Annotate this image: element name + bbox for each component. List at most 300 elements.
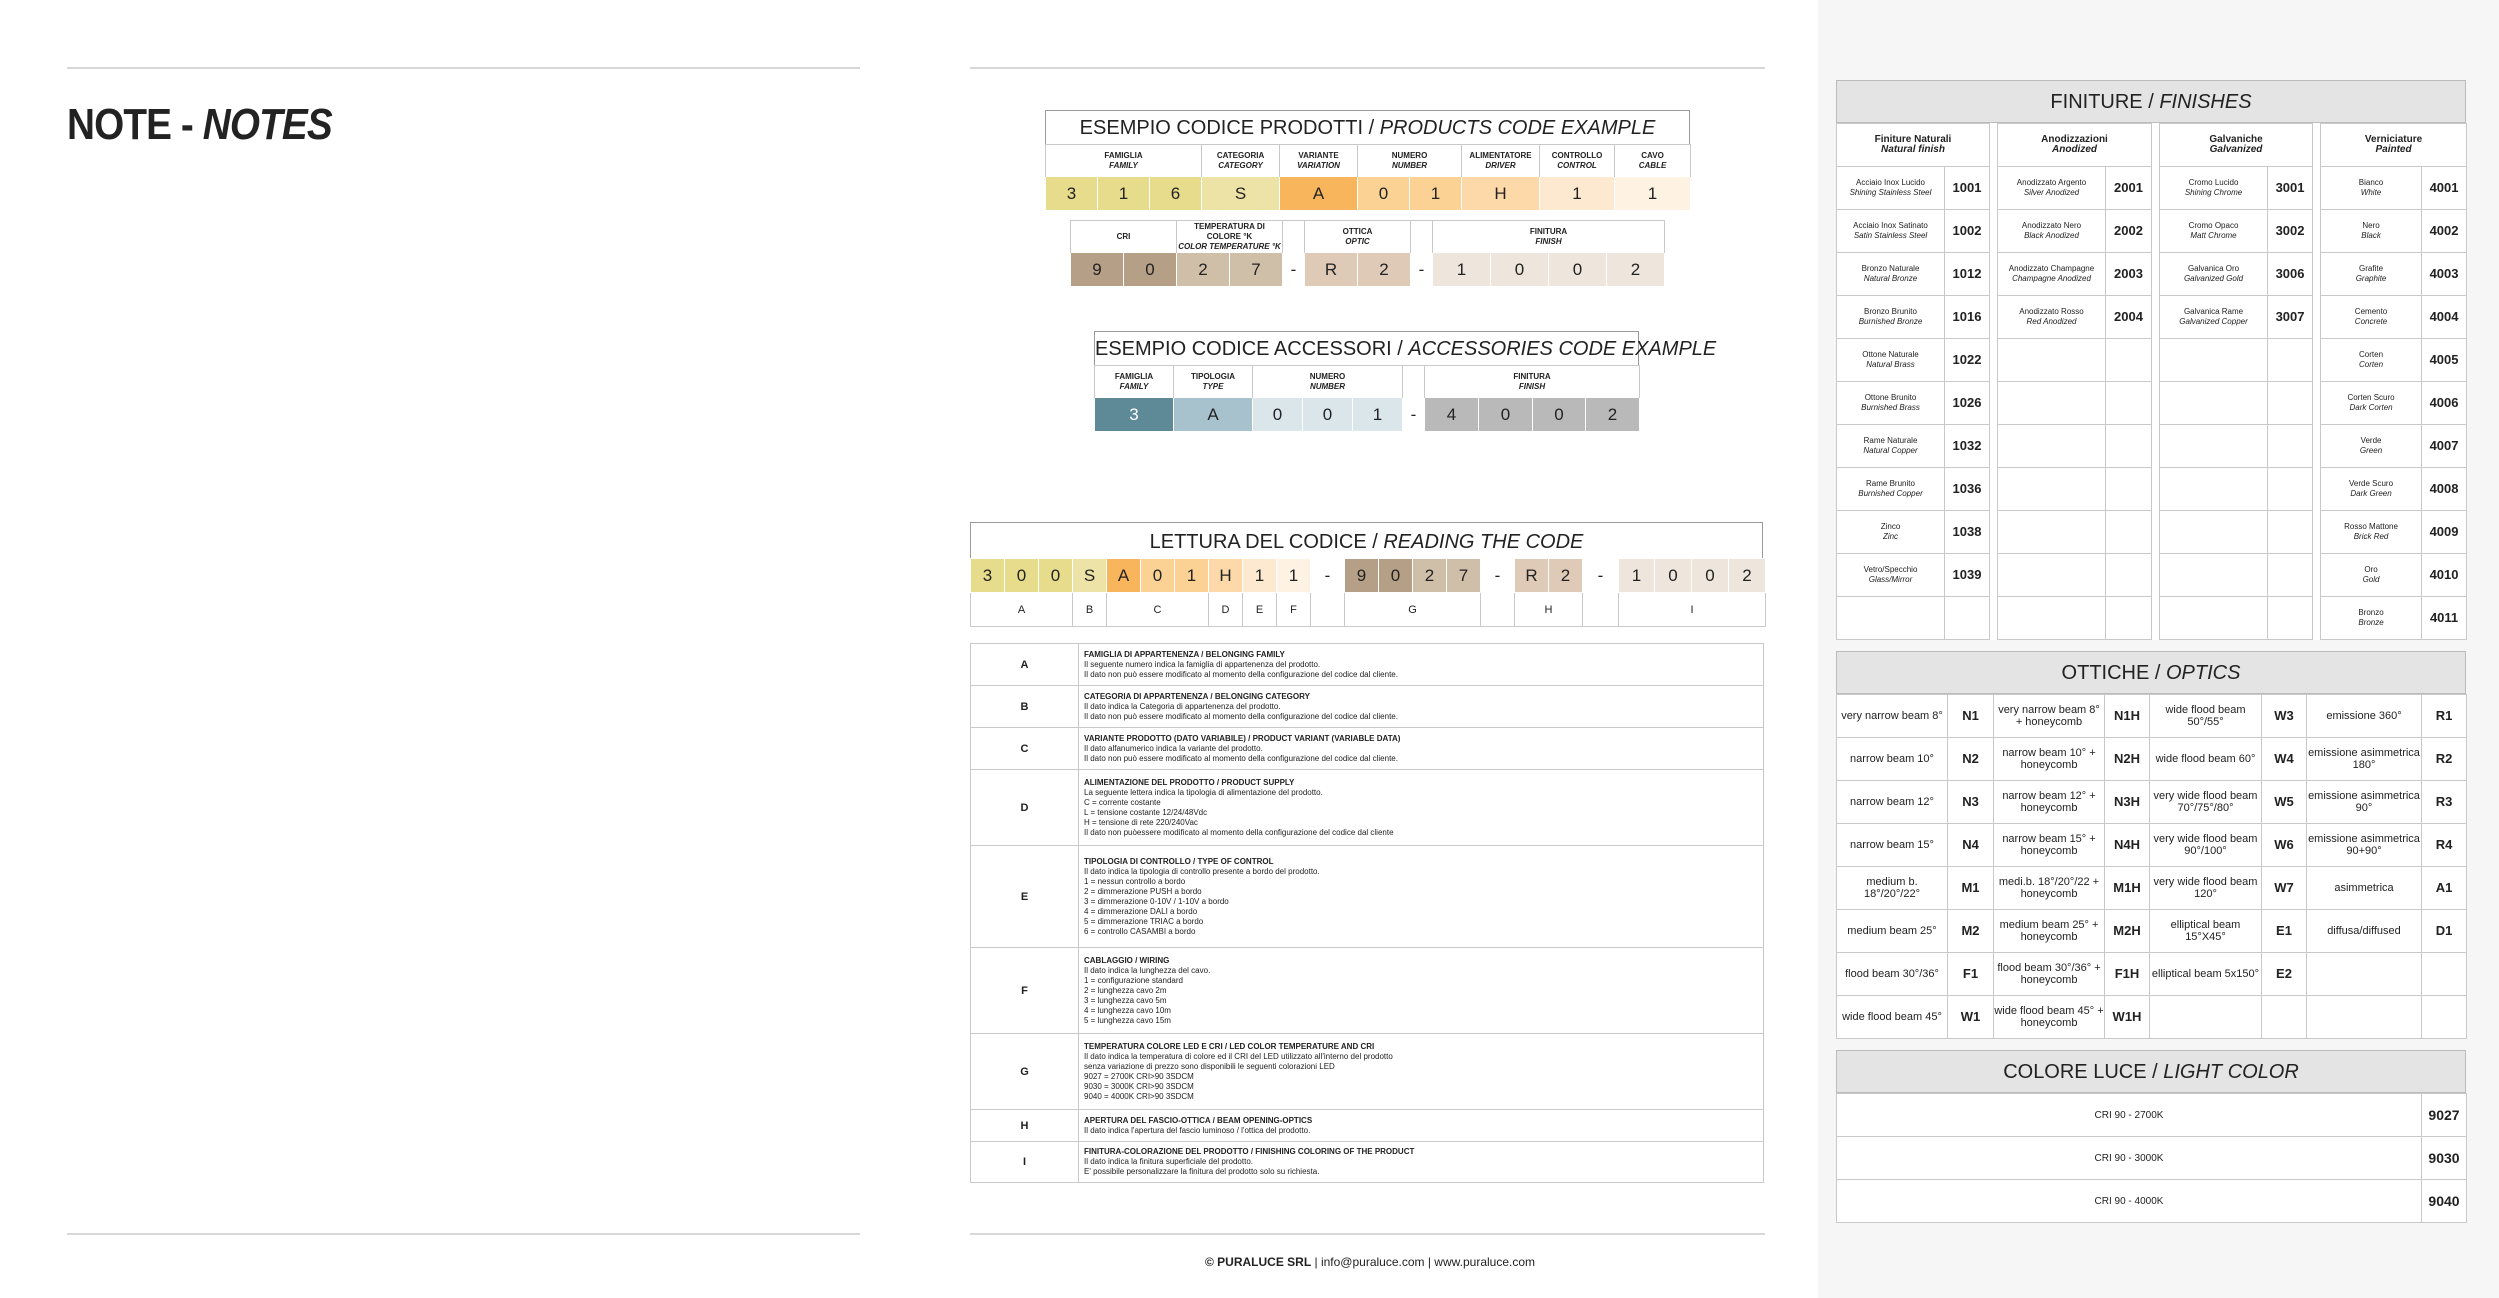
legend-key: H — [971, 1110, 1079, 1142]
finish-code: 4004 — [2422, 296, 2467, 339]
finish-name — [2160, 554, 2268, 597]
finish-name: Corten Corten — [2321, 339, 2422, 382]
digit: 0 — [1479, 398, 1533, 432]
optics-panel — [1836, 651, 2466, 1039]
finish-code — [2268, 339, 2313, 382]
reading-letter: E — [1243, 593, 1277, 627]
finish-code — [2106, 511, 2152, 554]
products-example-title: ESEMPIO CODICE PRODOTTI / PRODUCTS CODE EXAMPLE — [1045, 110, 1690, 144]
finish-code: 3002 — [2268, 210, 2313, 253]
digit: H — [1462, 177, 1540, 211]
reading-digit: 9 — [1345, 559, 1379, 593]
reading-digit: 1 — [1619, 559, 1655, 593]
finish-name — [2160, 468, 2268, 511]
label-number: NUMERO NUMBER — [1253, 366, 1403, 398]
finish-name — [1837, 597, 1945, 640]
optic-code: N1 — [1948, 695, 1994, 738]
separator: - — [1411, 253, 1433, 287]
finish-code: 1001 — [1945, 167, 1990, 210]
digit: 4 — [1425, 398, 1479, 432]
finish-code — [2106, 554, 2152, 597]
finish-name — [1998, 597, 2106, 640]
legend-line: Il dato non può essere modificato al momento della configurazione del codice dal cliente. — [1084, 753, 1398, 763]
finish-code: 2002 — [2106, 210, 2152, 253]
legend-line: Il dato indica la Categoria di appartenenza del prodotto. — [1084, 701, 1281, 711]
finish-name: Bianco White — [2321, 167, 2422, 210]
finish-name: Ottone Brunito Burnished Brass — [1837, 382, 1945, 425]
digit: 3 — [1046, 177, 1098, 211]
finish-name: Cromo Opaco Matt Chrome — [2160, 210, 2268, 253]
reading-digit: 3 — [971, 559, 1005, 593]
finish-name: Oro Gold — [2321, 554, 2422, 597]
finish-code — [2268, 425, 2313, 468]
optic-name: wide flood beam 60° — [2150, 738, 2262, 781]
legend-title: TIPOLOGIA DI CONTROLLO / TYPE OF CONTROL — [1084, 856, 1274, 866]
finish-name — [2160, 382, 2268, 425]
legend-line: Il dato non può essere modificato al momento della configurazione del codice dal cliente. — [1084, 711, 1398, 721]
legend-key: C — [971, 728, 1079, 770]
legend-line: Il seguente numero indica la famiglia di appartenenza del prodotto. — [1084, 659, 1321, 669]
light-color-code: 9027 — [2422, 1094, 2467, 1137]
legend-line: 9040 = 4000K CRI>90 3SDCM — [1084, 1091, 1194, 1101]
optic-code: M2 — [1948, 910, 1994, 953]
legend-line: senza variazione di prezzo sono disponibili le seguenti colorazioni LED — [1084, 1061, 1335, 1071]
finish-name — [1998, 382, 2106, 425]
legend-description — [1079, 686, 1764, 728]
digit: 2 — [1177, 253, 1230, 287]
legend-key: D — [971, 770, 1079, 846]
optic-code — [2422, 996, 2467, 1039]
legend-line: 1 = nessun controllo a bordo — [1084, 876, 1186, 886]
finish-name: Grafite Graphite — [2321, 253, 2422, 296]
label-cri: CRI — [1071, 221, 1177, 253]
legend-title: APERTURA DEL FASCIO-OTTICA / BEAM OPENING-OPTICS — [1084, 1115, 1313, 1125]
finish-code — [2268, 511, 2313, 554]
legend-title: ALIMENTAZIONE DEL PRODOTTO / PRODUCT SUPPLY — [1084, 777, 1295, 787]
optic-code: N1H — [2105, 695, 2150, 738]
optics-table — [1836, 694, 2467, 1039]
finish-name: Anodizzato Champagne Champagne Anodized — [1998, 253, 2106, 296]
label-finish: FINITURA FINISH — [1425, 366, 1640, 398]
finish-code: 1012 — [1945, 253, 1990, 296]
legend-line: 2 = dimmerazione PUSH a bordo — [1084, 886, 1202, 896]
reading-letter: F — [1277, 593, 1311, 627]
digit: 1 — [1410, 177, 1462, 211]
finish-code: 4008 — [2422, 468, 2467, 511]
optic-name: flood beam 30°/36° — [1837, 953, 1948, 996]
legend-line: 3 = dimmerazione 0-10V / 1-10V a bordo — [1084, 896, 1229, 906]
reading-digit: 2 — [1413, 559, 1447, 593]
finish-code: 4007 — [2422, 425, 2467, 468]
finish-name: Galvanica Oro Galvanized Gold — [2160, 253, 2268, 296]
finish-code: 4006 — [2422, 382, 2467, 425]
finish-name — [2160, 597, 2268, 640]
optic-name: very wide flood beam 90°/100° — [2150, 824, 2262, 867]
finish-code — [2106, 425, 2152, 468]
legend-line: Il dato indica l'apertura del fascio luminoso / l'ottica del prodotto. — [1084, 1125, 1311, 1135]
digit: 3 — [1095, 398, 1174, 432]
legend-line: 4 = lunghezza cavo 10m — [1084, 1005, 1171, 1015]
legend-key: E — [971, 846, 1079, 948]
optic-code: A1 — [2422, 867, 2467, 910]
legend-line: Il dato non puòessere modificato al momento della configurazione del codice dal cliente — [1084, 827, 1394, 837]
label-optic: OTTICA OPTIC — [1305, 221, 1411, 253]
finish-name: Galvanica Rame Galvanized Copper — [2160, 296, 2268, 339]
finish-name: Bronzo Brunito Burnished Bronze — [1837, 296, 1945, 339]
digit: 0 — [1303, 398, 1353, 432]
optic-code: N4 — [1948, 824, 1994, 867]
legend-line: 2 = lunghezza cavo 2m — [1084, 985, 1167, 995]
finish-name: Vetro/Specchio Glass/Mirror — [1837, 554, 1945, 597]
finish-code: 1002 — [1945, 210, 1990, 253]
finish-code: 4010 — [2422, 554, 2467, 597]
light-color-name: CRI 90 - 2700K — [1837, 1094, 2422, 1137]
finishes-title: FINITURE / FINISHES — [1836, 80, 2466, 123]
optic-code: E2 — [2262, 953, 2307, 996]
reading-title: LETTURA DEL CODICE / READING THE CODE — [970, 522, 1763, 558]
finish-name: Bronzo Bronze — [2321, 597, 2422, 640]
legend-title: FAMIGLIA DI APPARTENENZA / BELONGING FAMILY — [1084, 649, 1285, 659]
legend-description — [1079, 728, 1764, 770]
finish-group-header: Verniciature Painted — [2321, 124, 2467, 167]
optic-code: R3 — [2422, 781, 2467, 824]
reading-digit: 0 — [1692, 559, 1729, 593]
legend-description — [1079, 770, 1764, 846]
digit: 1 — [1353, 398, 1403, 432]
optic-code: R1 — [2422, 695, 2467, 738]
finish-code — [2106, 468, 2152, 511]
optic-code — [2262, 996, 2307, 1039]
optic-name — [2307, 953, 2422, 996]
products-code-table — [1045, 144, 1691, 211]
reading-digit: 7 — [1447, 559, 1481, 593]
legend-description — [1079, 1034, 1764, 1110]
reading-digit: 0 — [1005, 559, 1039, 593]
optics-title: OTTICHE / OPTICS — [1836, 651, 2466, 694]
finish-code — [1945, 597, 1990, 640]
reading-digit: A — [1107, 559, 1141, 593]
label-control: CONTROLLO CONTROL — [1540, 145, 1615, 177]
optic-name: wide flood beam 50°/55° — [2150, 695, 2262, 738]
digit: 2 — [1586, 398, 1640, 432]
legend-title: FINITURA-COLORAZIONE DEL PRODOTTO / FINISHING COLORING OF THE PRODUCT — [1084, 1147, 1415, 1156]
reading-letter: A — [971, 593, 1073, 627]
digit: 0 — [1253, 398, 1303, 432]
digit: 1 — [1433, 253, 1491, 287]
optic-name: very wide flood beam 70°/75°/80° — [2150, 781, 2262, 824]
optic-code: W5 — [2262, 781, 2307, 824]
bottom-rule-center — [970, 1233, 1765, 1235]
optic-name: narrow beam 10° + honeycomb — [1994, 738, 2105, 781]
digit: 1 — [1615, 177, 1691, 211]
optic-name: very wide flood beam 120° — [2150, 867, 2262, 910]
finish-name — [1998, 339, 2106, 382]
finish-name — [2160, 425, 2268, 468]
optic-code: N2 — [1948, 738, 1994, 781]
optic-name: very narrow beam 8° + honeycomb — [1994, 695, 2105, 738]
footer — [970, 1255, 1770, 1269]
finish-name: Zinco Zinc — [1837, 511, 1945, 554]
legend-line: 5 = dimmerazione TRIAC a bordo — [1084, 916, 1204, 926]
label-type: TIPOLOGIA TYPE — [1174, 366, 1253, 398]
separator: - — [1403, 398, 1425, 432]
finish-code — [2106, 597, 2152, 640]
label-driver: ALIMENTATORE DRIVER — [1462, 145, 1540, 177]
finish-code: 4011 — [2422, 597, 2467, 640]
reading-digit: 0 — [1379, 559, 1413, 593]
reading-digit: 2 — [1729, 559, 1766, 593]
finish-code: 1022 — [1945, 339, 1990, 382]
finish-code — [2268, 468, 2313, 511]
optic-code: D1 — [2422, 910, 2467, 953]
finish-name: Corten Scuro Dark Corten — [2321, 382, 2422, 425]
finish-name: Anodizzato Argento Silver Anodized — [1998, 167, 2106, 210]
legend-key: G — [971, 1034, 1079, 1110]
optic-code: W7 — [2262, 867, 2307, 910]
optic-name: emissione asimmetrica 90° — [2307, 781, 2422, 824]
legend-line: Il dato indica la lunghezza del cavo. — [1084, 965, 1211, 975]
legend-line: Il dato non può essere modificato al momento della configurazione del codice dal cliente. — [1084, 669, 1398, 679]
reading-digit: 0 — [1655, 559, 1692, 593]
optic-code: M2H — [2105, 910, 2150, 953]
light-color-name: CRI 90 - 3000K — [1837, 1137, 2422, 1180]
legend-key: A — [971, 644, 1079, 686]
reading-letter: D — [1209, 593, 1243, 627]
finish-code: 4003 — [2422, 253, 2467, 296]
finish-name: Acciaio Inox Lucido Shining Stainless Steel — [1837, 167, 1945, 210]
optic-name: medium beam 25° — [1837, 910, 1948, 953]
legend-title: TEMPERATURA COLORE LED E CRI / LED COLOR TEMPERATURE AND CRI — [1084, 1041, 1375, 1051]
reading-letter: I — [1619, 593, 1766, 627]
reading-letter: B — [1073, 593, 1107, 627]
legend-description — [1079, 948, 1764, 1034]
finish-code: 1039 — [1945, 554, 1990, 597]
optic-name: medium b. 18°/20°/22° — [1837, 867, 1948, 910]
footer-brand: © PURALUCE SRL — [1204, 1255, 1312, 1269]
legend-line: 3 = lunghezza cavo 5m — [1084, 995, 1167, 1005]
legend-description — [1079, 1142, 1764, 1183]
finish-name: Verde Scuro Dark Green — [2321, 468, 2422, 511]
optic-code: F1H — [2105, 953, 2150, 996]
legend-key: B — [971, 686, 1079, 728]
finish-code: 4005 — [2422, 339, 2467, 382]
digit: A — [1280, 177, 1358, 211]
finish-code: 2004 — [2106, 296, 2152, 339]
optic-code: W3 — [2262, 695, 2307, 738]
legend-description — [1079, 846, 1764, 948]
optic-name: narrow beam 12° — [1837, 781, 1948, 824]
reading-digit: H — [1209, 559, 1243, 593]
legend-line: La seguente lettera indica la tipologia di alimentazione del prodotto. — [1084, 787, 1323, 797]
digit: 1 — [1540, 177, 1615, 211]
finish-name: Bronzo Naturale Natural Bronze — [1837, 253, 1945, 296]
finish-code: 1036 — [1945, 468, 1990, 511]
digit: 1 — [1098, 177, 1150, 211]
digit: R — [1305, 253, 1358, 287]
legend-table — [970, 643, 1764, 1183]
finish-name: Acciaio Inox Satinato Satin Stainless Steel — [1837, 210, 1945, 253]
reading-letter: G — [1345, 593, 1481, 627]
finish-name — [2160, 339, 2268, 382]
label-category: CATEGORIA CATEGORY — [1202, 145, 1280, 177]
finish-code: 1016 — [1945, 296, 1990, 339]
finish-code: 4002 — [2422, 210, 2467, 253]
finish-code: 3007 — [2268, 296, 2313, 339]
light-color-title: COLORE LUCE / LIGHT COLOR — [1836, 1050, 2466, 1093]
legend-key: F — [971, 948, 1079, 1034]
legend-line: H = tensione di rete 220/240Vac — [1084, 817, 1198, 827]
finish-name — [2160, 511, 2268, 554]
finish-name: Anodizzato Rosso Red Anodized — [1998, 296, 2106, 339]
reading-digit: 1 — [1175, 559, 1209, 593]
optic-name: flood beam 30°/36° + honeycomb — [1994, 953, 2105, 996]
optic-name: emissione 360° — [2307, 695, 2422, 738]
optic-name: very narrow beam 8° — [1837, 695, 1948, 738]
notes-title: NOTE - NOTES — [67, 100, 332, 149]
finish-name — [1998, 468, 2106, 511]
products-code-example-line2 — [1070, 220, 1664, 287]
top-rule-center — [970, 67, 1765, 69]
digit: S — [1202, 177, 1280, 211]
finishes-table — [1836, 123, 2467, 640]
legend-description — [1079, 644, 1764, 686]
digit: 6 — [1150, 177, 1202, 211]
legend-line: Il dato indica la finitura superficiale del prodotto. — [1084, 1157, 1253, 1166]
digit: 0 — [1533, 398, 1586, 432]
finish-name: Nero Black — [2321, 210, 2422, 253]
optic-code: N3 — [1948, 781, 1994, 824]
legend-line: 4 = dimmerazione DALI a bordo — [1084, 906, 1198, 916]
finish-name: Ottone Naturale Natural Brass — [1837, 339, 1945, 382]
legend-line: 1 = configurazione standard — [1084, 975, 1183, 985]
light-color-table — [1836, 1093, 2467, 1223]
legend-description — [1079, 1110, 1764, 1142]
finish-name: Verde Green — [2321, 425, 2422, 468]
bottom-rule-left — [67, 1233, 860, 1235]
label-variation: VARIANTE VARIATION — [1280, 145, 1358, 177]
finish-code: 2003 — [2106, 253, 2152, 296]
finish-name: Rame Naturale Natural Copper — [1837, 425, 1945, 468]
optic-name: medi.b. 18°/20°/22 + honeycomb — [1994, 867, 2105, 910]
legend-line: E' possibile personalizzare la finitura del prodotto solo su richiesta. — [1084, 1167, 1320, 1176]
accessories-code-example — [1094, 331, 1717, 432]
finish-code: 4001 — [2422, 167, 2467, 210]
optic-code: F1 — [1948, 953, 1994, 996]
label-color-temperature: TEMPERATURA DI COLORE °K COLOR TEMPERATURE °K — [1178, 221, 1281, 251]
digit: 0 — [1124, 253, 1177, 287]
finish-name: Cemento Concrete — [2321, 296, 2422, 339]
optic-name: elliptical beam 15°X45° — [2150, 910, 2262, 953]
finish-code: 3006 — [2268, 253, 2313, 296]
light-color-panel — [1836, 1050, 2466, 1223]
digit: 0 — [1549, 253, 1607, 287]
optic-code: W6 — [2262, 824, 2307, 867]
optic-name: narrow beam 12° + honeycomb — [1994, 781, 2105, 824]
finish-code: 1038 — [1945, 511, 1990, 554]
finishes-panel — [1836, 80, 2466, 640]
digit: 7 — [1230, 253, 1283, 287]
reading-digit: 0 — [1141, 559, 1175, 593]
legend-line: Il dato indica la temperatura di colore ed il CRI del LED utilizzato all'interno del prodotto — [1084, 1051, 1393, 1061]
label-number: NUMERO NUMBER — [1358, 145, 1462, 177]
separator: - — [1311, 559, 1345, 593]
finish-group-header: Galvaniche Galvanized — [2160, 124, 2313, 167]
legend-key: I — [971, 1142, 1079, 1183]
finish-code: 4009 — [2422, 511, 2467, 554]
reading-letter: C — [1107, 593, 1209, 627]
finish-name: Cromo Lucido Shining Chrome — [2160, 167, 2268, 210]
optic-name: medium beam 25° + honeycomb — [1994, 910, 2105, 953]
legend-line: Il dato indica la tipologia di controllo presente a bordo del prodotto. — [1084, 866, 1320, 876]
label-finish: FINITURA FINISH — [1433, 221, 1665, 253]
reading-digit: R — [1515, 559, 1549, 593]
legend-title: CATEGORIA DI APPARTENENZA / BELONGING CATEGORY — [1084, 691, 1310, 701]
optic-name: emissione asimmetrica 90+90° — [2307, 824, 2422, 867]
accessories-example-title: ESEMPIO CODICE ACCESSORI / ACCESSORIES CODE EXAMPLE — [1094, 331, 1639, 365]
optic-name — [2150, 996, 2262, 1039]
optic-name: elliptical beam 5x150° — [2150, 953, 2262, 996]
optic-name: emissione asimmetrica 180° — [2307, 738, 2422, 781]
digit: 0 — [1358, 177, 1410, 211]
finish-name — [1998, 511, 2106, 554]
legend-title: VARIANTE PRODOTTO (DATO VARIABILE) / PRODUCT VARIANT (VARIABLE DATA) — [1084, 733, 1401, 743]
digit: 9 — [1071, 253, 1124, 287]
finish-code — [2106, 382, 2152, 425]
footer-contacts: | info@puraluce.com | www.puraluce.com — [1311, 1255, 1536, 1269]
finish-code — [2106, 339, 2152, 382]
label-family: FAMIGLIA FAMILY — [1046, 145, 1202, 177]
legend-line: 9027 = 2700K CRI>90 3SDCM — [1084, 1071, 1194, 1081]
finish-name: Rame Brunito Burnished Copper — [1837, 468, 1945, 511]
legend-line: 9030 = 3000K CRI>90 3SDCM — [1084, 1081, 1194, 1091]
finish-code — [2268, 597, 2313, 640]
products-code-table-2 — [1070, 220, 1665, 287]
products-code-example — [1045, 110, 1690, 211]
finish-group-header: Anodizzazioni Anodized — [1998, 124, 2152, 167]
reading-letter: H — [1515, 593, 1583, 627]
legend-line: 5 = lunghezza cavo 15m — [1084, 1015, 1171, 1025]
optic-code: M1H — [2105, 867, 2150, 910]
finish-group-header: Finiture Naturali Natural finish — [1837, 124, 1990, 167]
finish-code — [2268, 554, 2313, 597]
optic-name: diffusa/diffused — [2307, 910, 2422, 953]
light-color-name: CRI 90 - 4000K — [1837, 1180, 2422, 1223]
optic-code: W4 — [2262, 738, 2307, 781]
legend-title: CABLAGGIO / WIRING — [1084, 955, 1170, 965]
digit: 2 — [1607, 253, 1665, 287]
top-rule-left — [67, 67, 860, 69]
finish-code: 1026 — [1945, 382, 1990, 425]
optic-code: N2H — [2105, 738, 2150, 781]
legend-line: 6 = controllo CASAMBI a bordo — [1084, 926, 1196, 936]
optic-code: W1 — [1948, 996, 1994, 1039]
reading-digit: 2 — [1549, 559, 1583, 593]
digit: 0 — [1491, 253, 1549, 287]
digit: 2 — [1358, 253, 1411, 287]
label-family: FAMIGLIA FAMILY — [1095, 366, 1174, 398]
finish-code — [2268, 382, 2313, 425]
optic-name: asimmetrica — [2307, 867, 2422, 910]
legend-line: C = corrente costante — [1084, 797, 1161, 807]
reading-code-table — [970, 558, 1766, 627]
reading-digit: 1 — [1277, 559, 1311, 593]
optic-code: R4 — [2422, 824, 2467, 867]
code-legend — [970, 643, 1763, 1183]
finish-code: 1032 — [1945, 425, 1990, 468]
optic-code — [2422, 953, 2467, 996]
optic-code: N3H — [2105, 781, 2150, 824]
label-cable: CAVO CABLE — [1615, 145, 1691, 177]
